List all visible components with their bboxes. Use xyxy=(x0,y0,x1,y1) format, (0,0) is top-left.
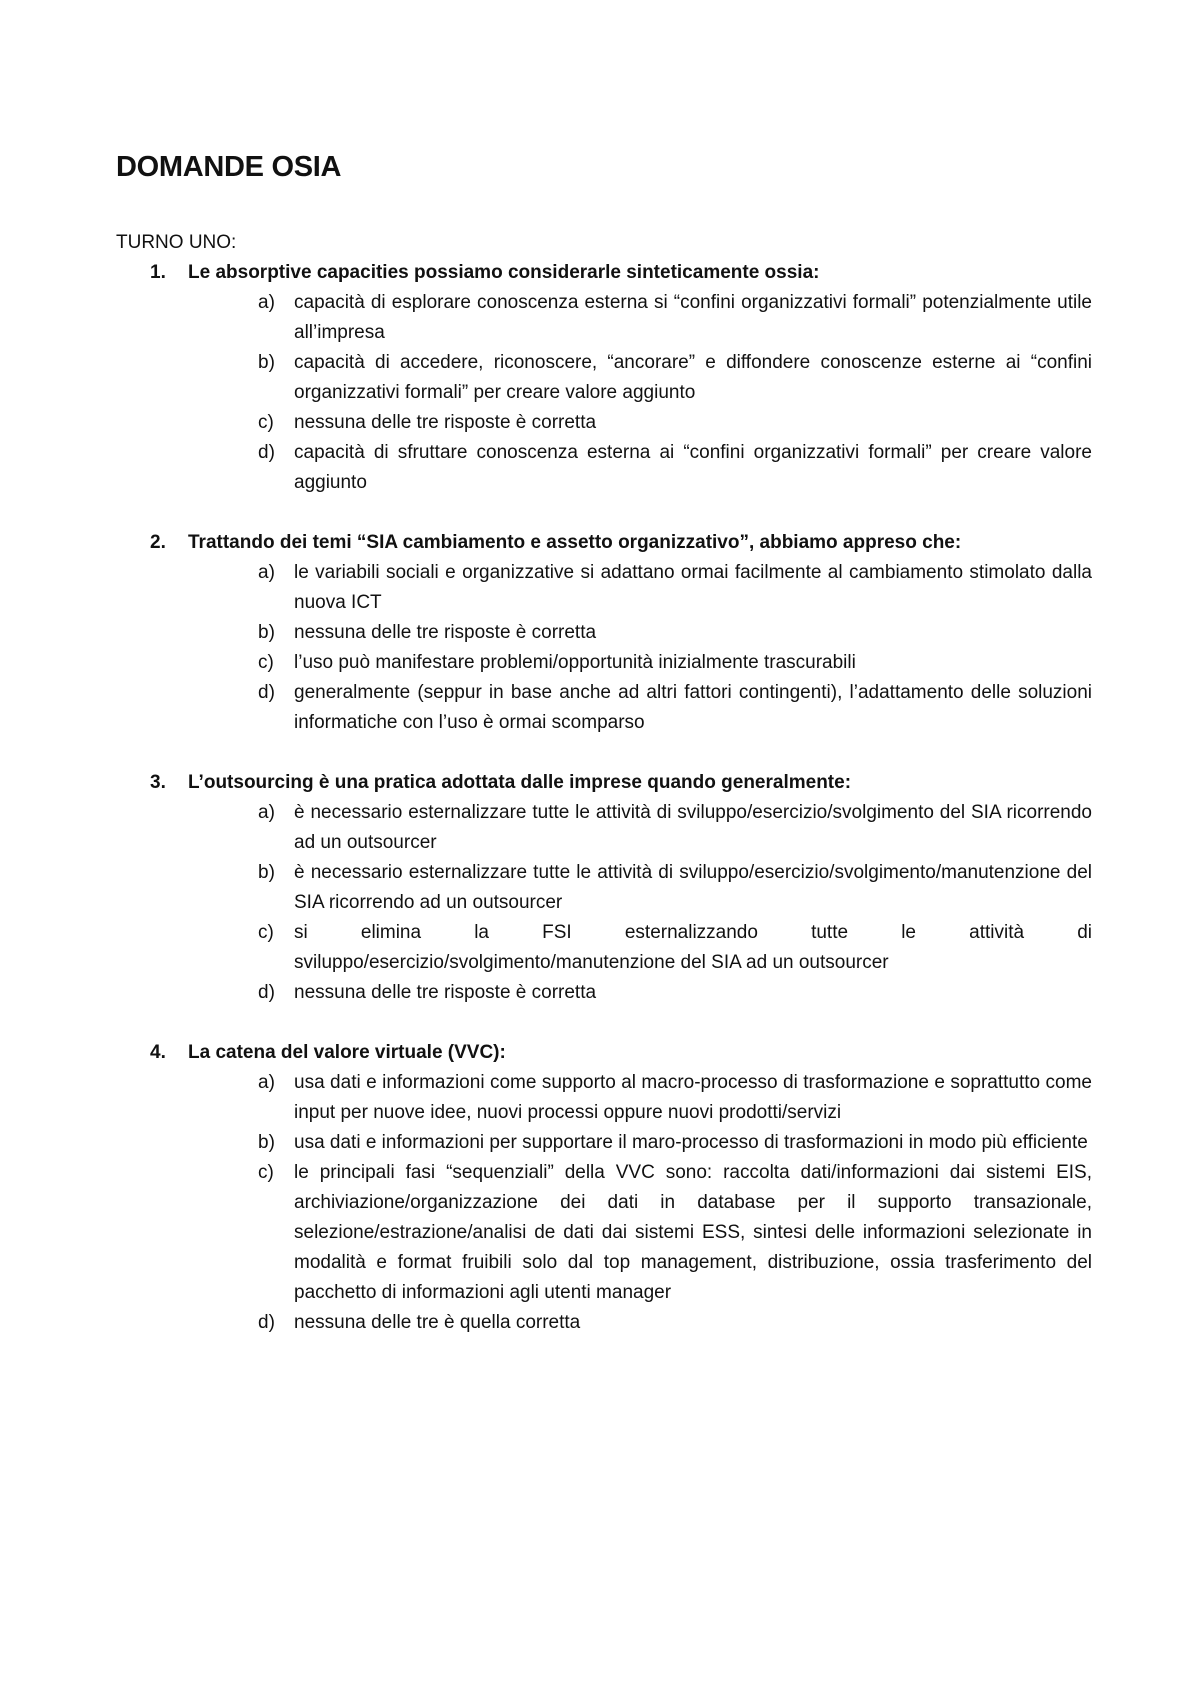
answer-option xyxy=(258,1158,1092,1308)
answer-letter: a) xyxy=(258,292,275,313)
question-number: 3. xyxy=(150,772,166,793)
answer-letter: d) xyxy=(258,982,275,1003)
question-1 xyxy=(150,258,1096,498)
answer-letter: c) xyxy=(258,652,274,673)
question-number: 4. xyxy=(150,1042,166,1063)
answer-option xyxy=(258,918,1092,978)
answer-letter: a) xyxy=(258,562,275,583)
answer-text: le variabili sociali e organizzative si adattano ormai facilmente al cambiamento stimolato dalla nuova ICT xyxy=(294,562,1092,613)
question-3 xyxy=(150,768,1096,1008)
answer-letter: d) xyxy=(258,442,275,463)
answer-option xyxy=(258,678,1092,738)
answer-text: capacità di esplorare conoscenza esterna si “confini organizzativi formali” potenzialmente utile all’impresa xyxy=(294,292,1092,343)
question-header xyxy=(150,528,1096,558)
document-title: DOMANDE OSIA xyxy=(116,151,342,183)
answer-text: è necessario esternalizzare tutte le attività di sviluppo/esercizio/svolgimento del SIA ricorrendo ad un outsourcer xyxy=(294,802,1092,853)
answer-letter: c) xyxy=(258,922,274,943)
answer-text: è necessario esternalizzare tutte le attività di sviluppo/esercizio/svolgimento/manutenzione del SIA ricorrendo ad un outsourcer xyxy=(294,862,1092,913)
answer-option xyxy=(258,618,1092,648)
answer-text: nessuna delle tre risposte è corretta xyxy=(294,412,597,433)
answer-text: nessuna delle tre risposte è corretta xyxy=(294,982,597,1003)
answer-option xyxy=(258,798,1092,858)
answer-text: capacità di accedere, riconoscere, “ancorare” e diffondere conoscenze esterne ai “confini organizzativi formali” per creare valore aggiunto xyxy=(294,352,1092,403)
question-text: Trattando dei temi “SIA cambiamento e assetto organizzativo”, abbiamo appreso che: xyxy=(188,532,962,553)
answer-text: usa dati e informazioni per supportare il maro-processo di trasformazioni in modo più efficiente xyxy=(294,1132,1088,1153)
answer-letter: b) xyxy=(258,622,275,643)
answer-text: generalmente (seppur in base anche ad altri fattori contingenti), l’adattamento delle soluzioni informatiche con l’uso è ormai scomparso xyxy=(294,682,1092,733)
answer-text: nessuna delle tre è quella corretta xyxy=(294,1312,581,1333)
question-text: L’outsourcing è una pratica adottata dalle imprese quando generalmente: xyxy=(188,772,852,793)
answer-letter: b) xyxy=(258,1132,275,1153)
question-text: Le absorptive capacities possiamo considerarle sinteticamente ossia: xyxy=(188,262,820,283)
question-number: 1. xyxy=(150,262,166,283)
answer-letter: a) xyxy=(258,802,275,823)
question-text: La catena del valore virtuale (VVC): xyxy=(188,1042,506,1063)
answer-list xyxy=(258,558,1092,738)
answer-option xyxy=(258,348,1092,408)
document-content xyxy=(116,148,1096,1338)
answer-option xyxy=(258,978,1092,1008)
answer-option xyxy=(258,1128,1092,1158)
answer-letter: b) xyxy=(258,352,275,373)
question-number: 2. xyxy=(150,532,166,553)
answer-text: capacità di sfruttare conoscenza esterna ai “confini organizzativi formali” per creare valore aggiunto xyxy=(294,442,1092,493)
question-header xyxy=(150,768,1096,798)
answer-text: si elimina la FSI esternalizzando tutte le attività di sviluppo/esercizio/svolgimento/manutenzione del SIA ad un outsourcer xyxy=(294,922,1092,973)
answer-letter: a) xyxy=(258,1072,275,1093)
answer-text: nessuna delle tre risposte è corretta xyxy=(294,622,597,643)
answer-letter: c) xyxy=(258,1162,274,1183)
answer-text: usa dati e informazioni come supporto al macro-processo di trasformazione e soprattutto come input per nuove idee, nuovi processi oppure nuovi prodotti/servizi xyxy=(294,1072,1092,1123)
section-heading: TURNO UNO: xyxy=(116,232,237,253)
answer-letter: d) xyxy=(258,682,275,703)
answer-option xyxy=(258,408,1092,438)
answer-list xyxy=(258,798,1092,1008)
question-header xyxy=(150,1038,1096,1068)
answer-list xyxy=(258,1068,1092,1338)
answer-option xyxy=(258,1068,1092,1128)
question-header xyxy=(150,258,1096,288)
answer-option xyxy=(258,858,1092,918)
answer-option xyxy=(258,1308,1092,1338)
question-2 xyxy=(150,528,1096,738)
answer-list xyxy=(258,288,1092,498)
answer-text: le principali fasi “sequenziali” della VVC sono: raccolta dati/informazioni dai sistemi EIS, archiviazione/organizzazione dei dati in database per il supporto transazionale, selezione/estrazione/analisi de dati dai sistemi ESS, sintesi delle informazioni selezionate in modalità e format fruibili solo dal top management, distribuzione, ossia trasferimento del pacchetto di informazioni agli utenti manager xyxy=(294,1162,1092,1303)
answer-text: l’uso può manifestare problemi/opportunità inizialmente trascurabili xyxy=(294,652,856,673)
answer-option xyxy=(258,288,1092,348)
answer-option xyxy=(258,438,1092,498)
answer-letter: d) xyxy=(258,1312,275,1333)
question-4 xyxy=(150,1038,1096,1338)
answer-letter: b) xyxy=(258,862,275,883)
answer-option xyxy=(258,558,1092,618)
answer-letter: c) xyxy=(258,412,274,433)
answer-option xyxy=(258,648,1092,678)
